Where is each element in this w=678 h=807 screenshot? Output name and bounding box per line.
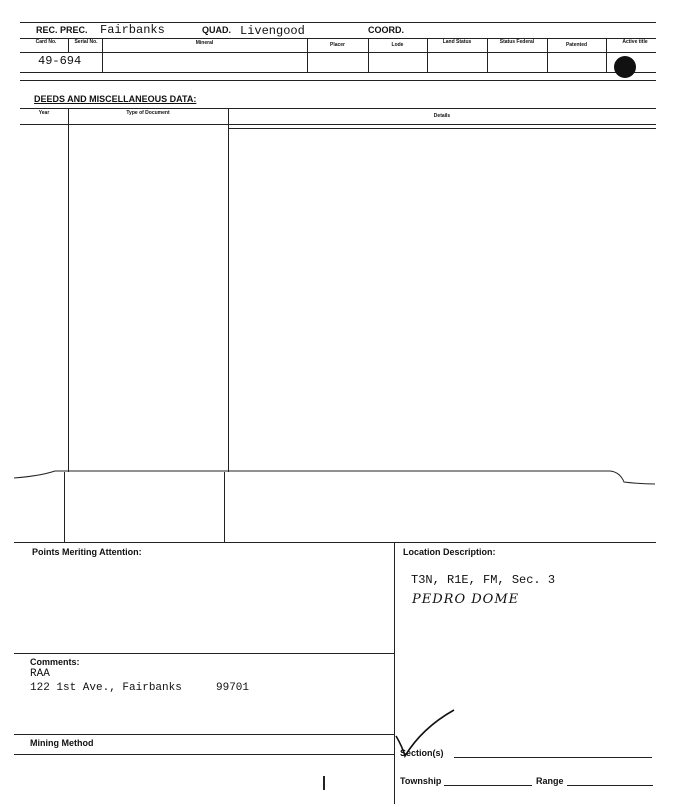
deeds-table-top [20,108,656,109]
claim-table-top [20,38,656,39]
section-label: Section(s) [400,748,444,758]
points-label: Points Meriting Attention: [32,547,142,557]
col-header-card-no: Card No. [35,39,57,45]
deeds-col-sep [228,108,229,472]
range-label: Range [536,776,564,786]
col-header-land-status: Land Status [442,39,472,45]
claim-table-bottom2 [20,80,656,81]
deeds-col-year: Year [38,110,50,116]
comments-zip: 99701 [216,682,250,694]
claim-col-sep [68,38,69,52]
claim-table-bottom [20,72,656,73]
deeds-title: DEEDS AND MISCELLANEOUS DATA: [34,94,197,104]
claim-table-header-bottom [20,52,656,53]
col-header-serial-no: Serial No. [74,39,98,45]
col-header-mineral: Mineral [195,40,214,46]
quad-label: QUAD. [202,25,231,35]
mining-top-border [14,734,394,735]
comments-top-border [14,653,394,654]
quad-value: Livengood [240,24,305,38]
location-handwritten: PEDRO DOME [412,592,520,607]
deeds-col-details: Details [433,113,451,119]
deeds-header-bottom [20,124,656,125]
mining-bottom-border [14,754,394,755]
section-blank-line [454,757,652,758]
col-header-status-federal: Status Federal [499,39,535,45]
punch-hole-mark [614,56,636,78]
mining-label: Mining Method [30,738,94,748]
comments-line1: RAA [30,668,50,680]
location-label: Location Description: [403,547,496,557]
deeds-header-bottom2 [228,128,656,129]
deeds-col-sep [68,108,69,472]
rec-prec-value: Fairbanks [100,23,165,37]
stray-mark [323,776,325,790]
comments-label: Comments: [30,657,80,667]
claim-col-sep [487,38,488,72]
col-header-active-title: Active title [622,39,648,45]
deeds-col-type: Type of Document [126,110,170,116]
col-header-lode: Lode [391,42,404,48]
township-label: Township [400,776,442,786]
fold-line [0,460,678,490]
claim-col-sep [427,38,428,72]
lower-top-border [14,542,656,543]
location-typed: T3N, R1E, FM, Sec. 3 [411,573,556,587]
rec-prec-label: REC. PREC. [36,25,88,35]
card-number: 49-694 [38,54,82,68]
col-header-patented: Patented [565,42,588,48]
claim-col-sep [606,38,607,72]
coord-label: COORD. [368,25,404,35]
range-blank-line [567,785,653,786]
comments-line2: 122 1st Ave., Fairbanks [30,682,182,694]
col-header-placer: Placer [329,42,345,48]
township-blank-line [444,785,532,786]
